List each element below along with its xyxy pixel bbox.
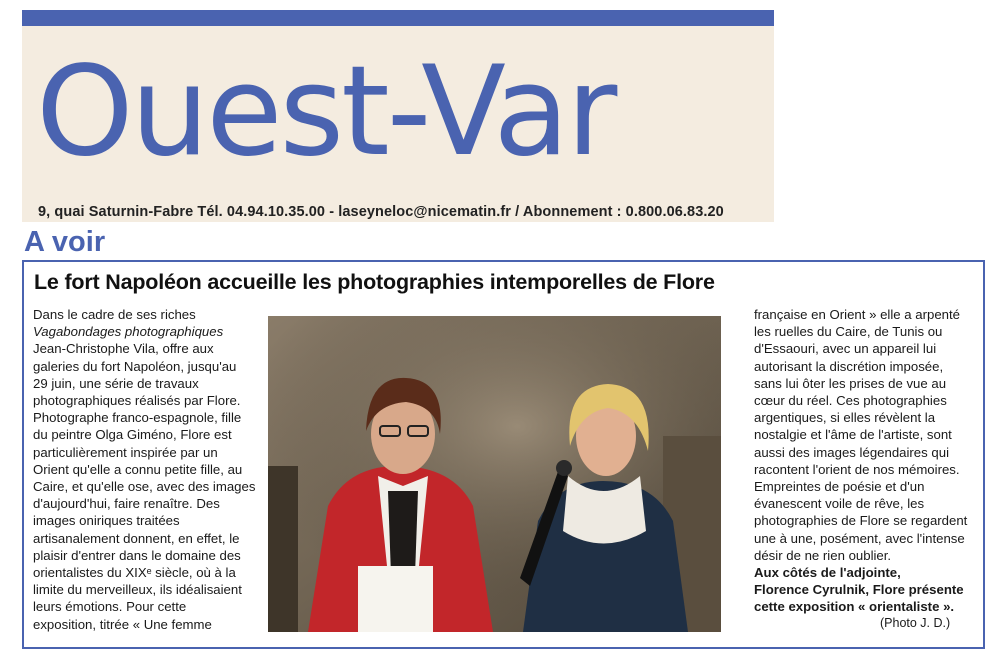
article-line: racontent l'orient de nos mémoires.	[754, 461, 960, 477]
article-line: sans lui ôter les prises de vue au	[754, 375, 947, 391]
article-line: images oniriques traitées	[33, 513, 180, 529]
photo-illustration	[268, 316, 721, 632]
article-line: Jean-Christophe Vila, offre aux	[33, 341, 214, 357]
article-line: galeries du fort Napoléon, jusqu'au	[33, 358, 237, 374]
article-line: française en Orient » elle a arpenté	[754, 307, 960, 322]
article-line: Florence Cyrulnik, Flore présente	[754, 582, 964, 598]
article-line: particulièrement inspirée par un	[33, 444, 218, 460]
article-line: d'Essaouri, avec un appareil lui	[754, 341, 937, 357]
masthead-contact-line: 9, quai Saturnin-Fabre Tél. 04.94.10.35.00 - laseyneloc@nicematin.fr / Abonnement : 0.800.06.83.20	[38, 204, 724, 220]
article-line: limite du merveilleux, ils idéalisaient	[33, 582, 242, 598]
section-label: A voir	[24, 226, 106, 258]
masthead	[22, 10, 774, 222]
masthead-top-bar	[22, 10, 774, 26]
article-line: une à une, posément, avec l'intense	[754, 530, 965, 546]
article-line: orientalistes du XIXᵉ siècle, où à la	[33, 565, 236, 581]
article-line: les ruelles du Caire, de Tunis ou	[754, 324, 943, 340]
article-line: Aux côtés de l'adjointe,	[754, 565, 901, 581]
masthead-title: Ouest-Var	[36, 40, 615, 184]
article-column-left	[33, 306, 255, 633]
photo-credit: (Photo J. D.)	[880, 616, 951, 630]
article-column-right	[754, 306, 976, 616]
article-line: argentiques, si elles révèlent la	[754, 410, 936, 426]
article-line: Dans le cadre de ses riches	[33, 307, 196, 322]
article-line: exposition, titrée « Une femme	[33, 616, 212, 632]
article-line: Empreintes de poésie et d'un	[754, 479, 925, 495]
article-line: cette exposition « orientaliste ».	[754, 599, 955, 615]
article-line: photographiques réalisés par Flore.	[33, 393, 241, 409]
article-line: aussi des images légendaires qui	[754, 444, 949, 460]
article-line: photographies de Flore se regardent	[754, 513, 968, 529]
article-line: artisanalement donnent, en effet, le	[33, 530, 240, 546]
article-line: Caire, et qu'elle ose, avec des images	[33, 479, 256, 495]
article-headline: Le fort Napoléon accueille les photographies intemporelles de Flore	[34, 270, 715, 294]
article-line: plaisir d'entrer dans le domaine des	[33, 547, 241, 563]
article-line: nostalgie et l'âme de l'artiste, sont	[754, 427, 952, 443]
article-line: cœur du réel. Ces photographies	[754, 393, 947, 409]
article-photo	[268, 316, 721, 632]
article-line: 29 juin, une série de travaux	[33, 375, 199, 391]
article-line: autorisant la discrétion imposée,	[754, 358, 944, 374]
article-line: leurs émotions. Pour cette	[33, 599, 187, 615]
article-line: d'aujourd'hui, faire renaître. Des	[33, 496, 220, 512]
article-line: Vagabondages photographiques	[33, 324, 224, 340]
article-line: évanescent voile de rêve, les	[754, 496, 925, 512]
article-line: désir de ne rien oublier.	[754, 547, 892, 563]
article-line: Photographe franco-espagnole, fille	[33, 410, 242, 426]
article-line: Orient qu'elle a connu petite fille, au	[33, 461, 243, 477]
article-line: du peintre Olga Giméno, Flore est	[33, 427, 232, 443]
